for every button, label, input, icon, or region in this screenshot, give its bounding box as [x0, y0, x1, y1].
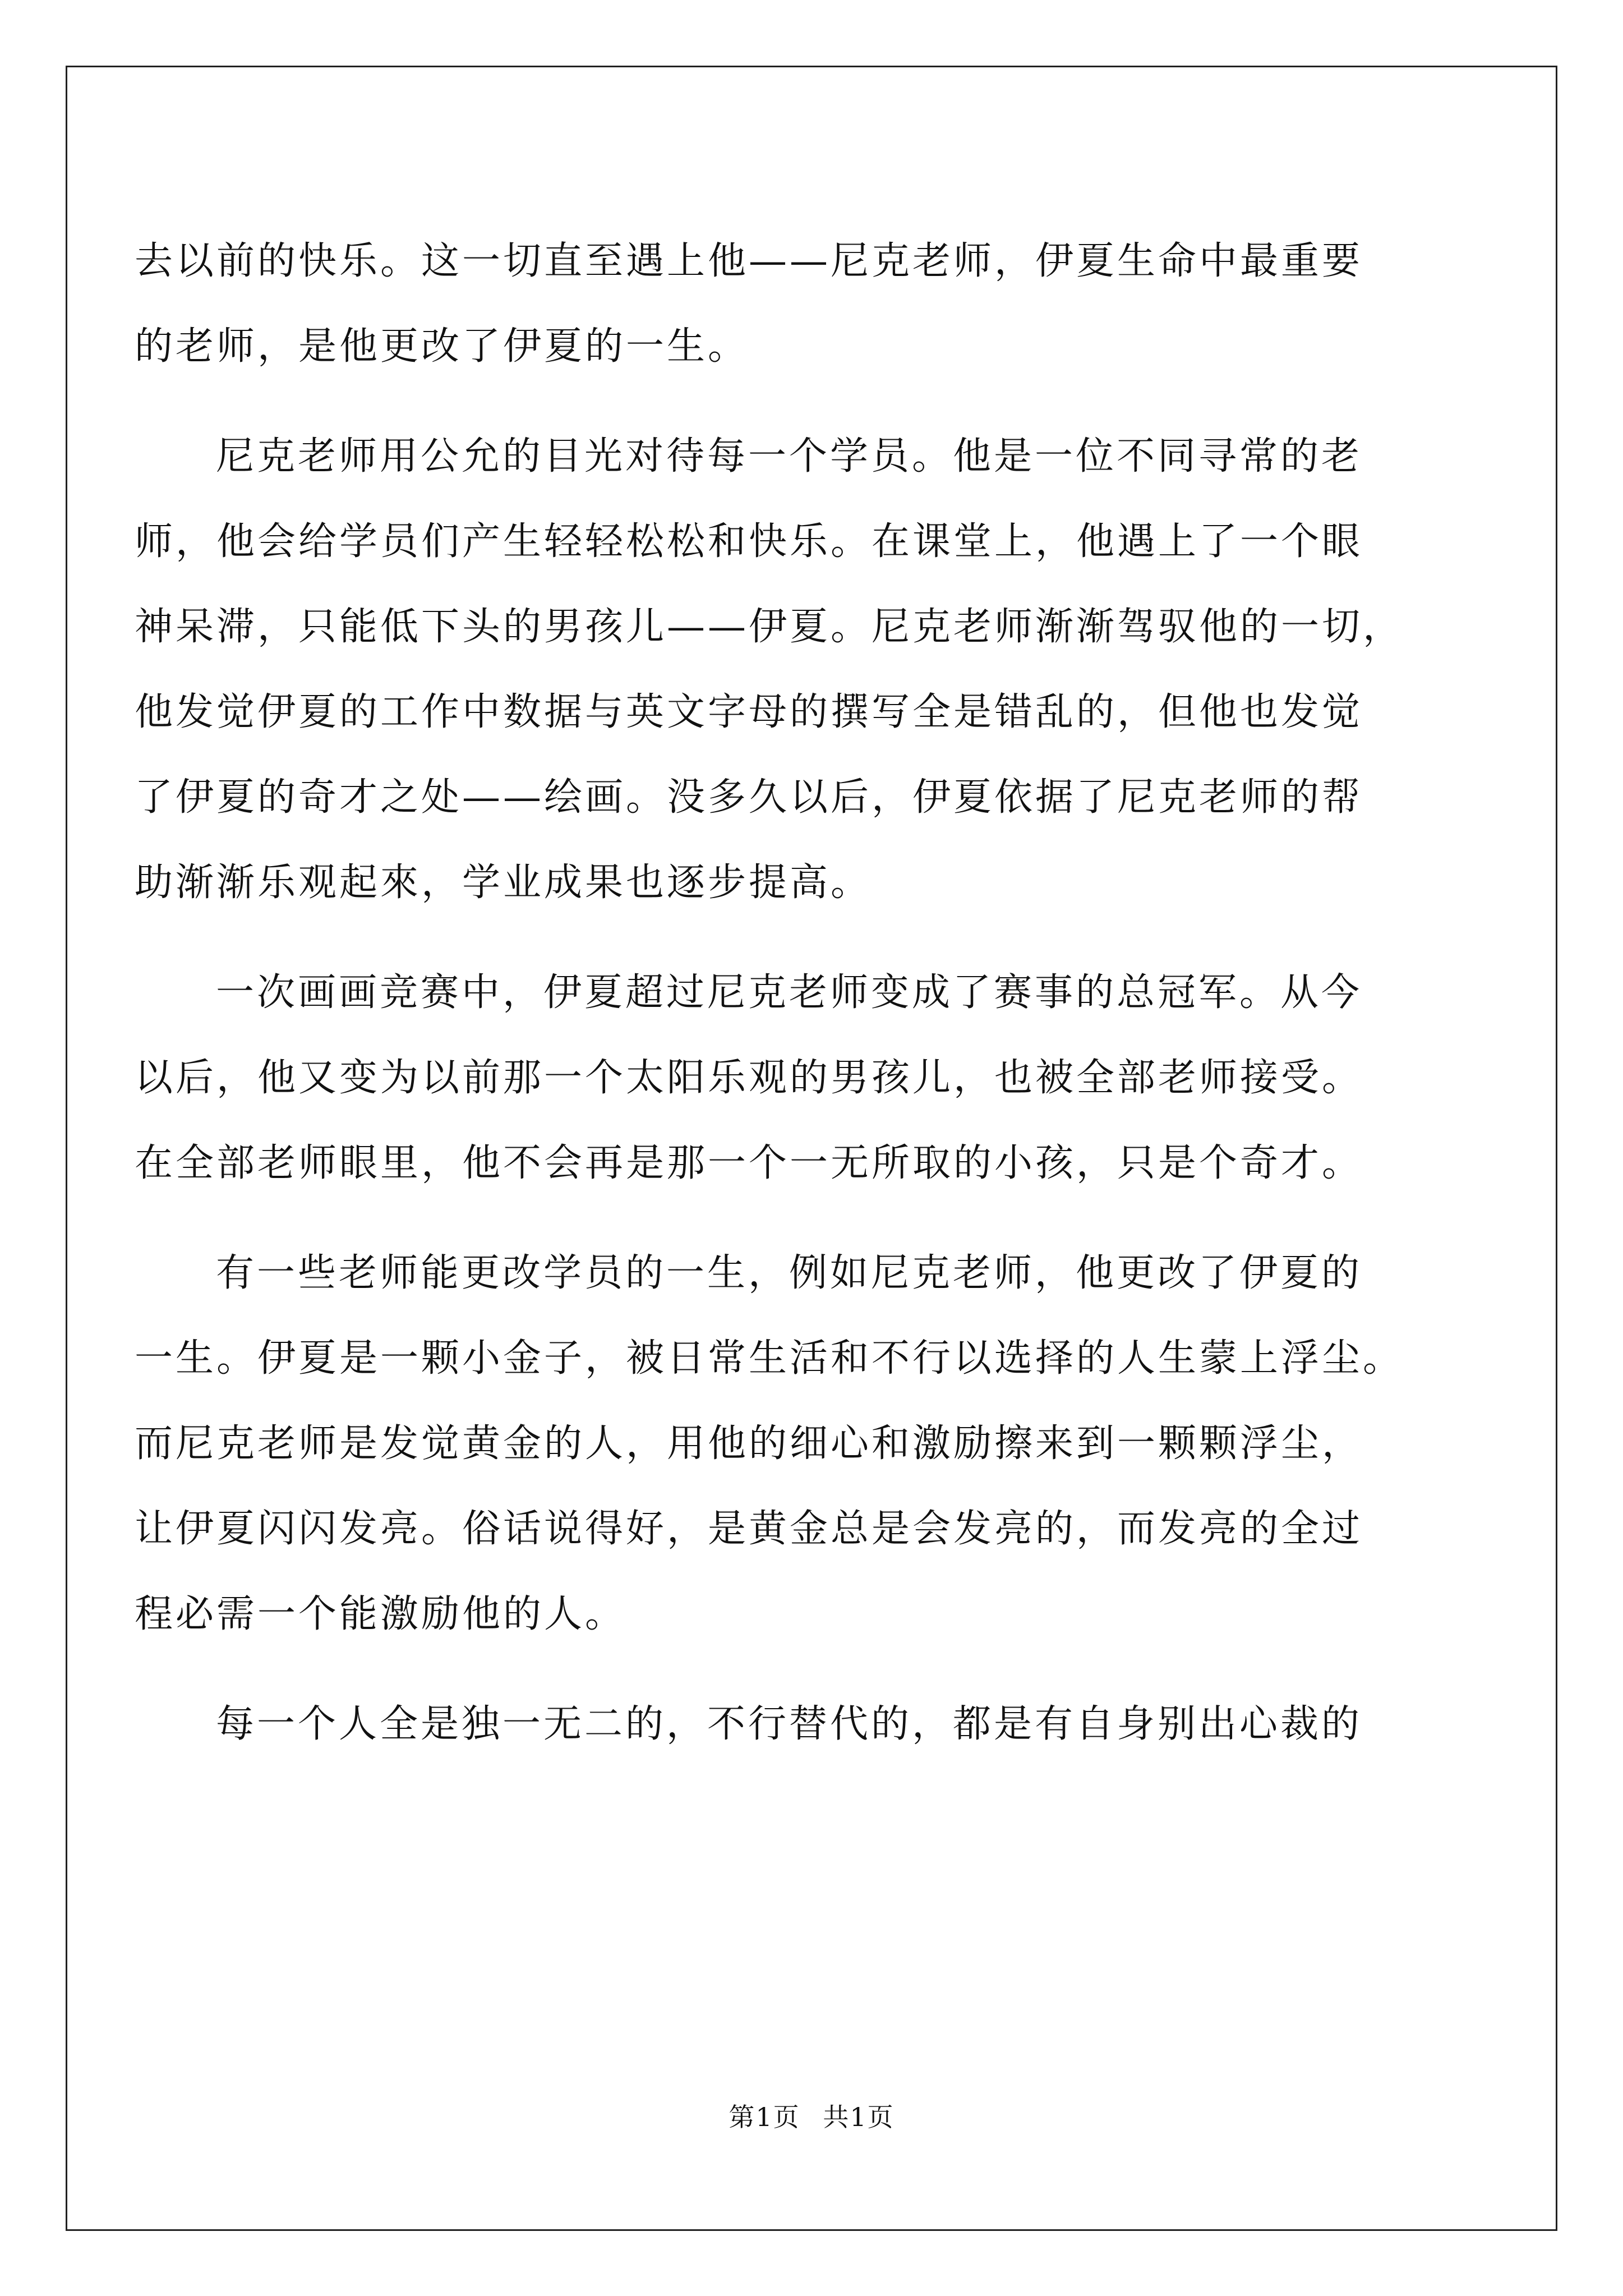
text-line: 程必需一个能激励他的人。 — [135, 1592, 626, 1636]
page-total: 共1页 — [823, 2102, 895, 2132]
text-line: 以后，他又变为以前那一个太阳乐观的男孩儿，也被全部老师接受。 — [135, 1056, 1363, 1100]
text-line: 一生。伊夏是一颗小金子，被日常生活和不行以选择的人生蒙上浮尘。 — [135, 1336, 1404, 1381]
text-line: 一次画画竞赛中，伊夏超过尼克老师变成了赛事的总冠军。从今 — [216, 970, 1363, 1015]
text-line: 了伊夏的奇才之处——绘画。没多久以后，伊夏依据了尼克老师的帮 — [135, 775, 1363, 820]
page-number: 第1页 — [728, 2102, 800, 2132]
text-line: 他发觉伊夏的工作中数据与英文字母的撰写全是错乱的，但他也发觉 — [135, 690, 1363, 734]
paragraph — [135, 219, 1419, 389]
text-line: 尼克老师用公允的目光对待每一个学员。他是一位不同寻常的老 — [216, 434, 1363, 478]
paragraph — [135, 950, 1419, 1206]
text-line: 而尼克老师是发觉黄金的人，用他的细心和激励擦来到一颗颗浮尘， — [135, 1421, 1363, 1466]
text-line: 让伊夏闪闪发亮。俗话说得好，是黄金总是会发亮的，而发亮的全过 — [135, 1507, 1363, 1551]
text-line: 师，他会给学员们产生轻轻松松和快乐。在课堂上，他遇上了一个眼 — [135, 519, 1363, 564]
text-line: 去以前的快乐。这一切直至遇上他——尼克老师，伊夏生命中最重要 — [135, 239, 1363, 283]
paragraph — [135, 1682, 1419, 1767]
text-line: 每一个人全是独一无二的，不行替代的，都是有自身别出心裁的 — [216, 1702, 1363, 1746]
text-line: 助渐渐乐观起來，学业成果也逐步提高。 — [135, 861, 872, 905]
text-line: 神呆滞，只能低下头的男孩儿——伊夏。尼克老师渐渐驾驭他的一切， — [135, 605, 1404, 649]
document-body — [135, 219, 1419, 1792]
page-footer — [0, 2097, 1623, 2134]
text-line: 的老师，是他更改了伊夏的一生。 — [135, 324, 749, 369]
text-line: 有一些老师能更改学员的一生，例如尼克老师，他更改了伊夏的 — [216, 1251, 1363, 1295]
text-line: 在全部老师眼里，他不会再是那一个一无所取的小孩，只是个奇才。 — [135, 1141, 1363, 1185]
paragraph — [135, 1231, 1419, 1657]
paragraph — [135, 414, 1419, 926]
